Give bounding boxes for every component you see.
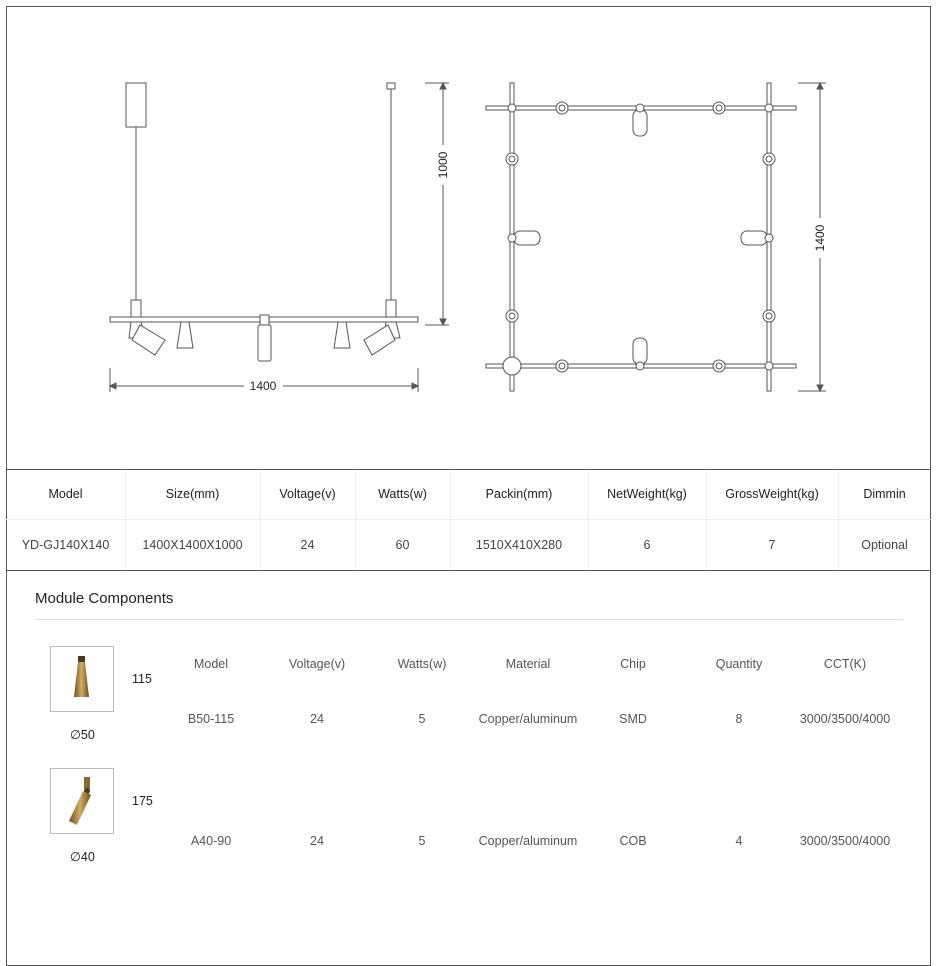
mc-header-voltage: Voltage(v) xyxy=(288,657,346,671)
module-1-chip: SMD xyxy=(619,712,647,726)
center-mount xyxy=(260,315,269,325)
mc-header-cct: CCT(K) xyxy=(823,657,867,671)
spec-value-voltage: 24 xyxy=(300,538,315,552)
module-1-material: Copper/aluminum xyxy=(478,712,578,726)
node xyxy=(765,104,773,112)
spec-header-packing: Packin(mm) xyxy=(485,487,553,501)
spot-bottom xyxy=(633,338,647,364)
arrow xyxy=(817,83,823,89)
col-divider xyxy=(588,470,589,570)
spec-value-size: 1400X1400X1000 xyxy=(142,538,243,552)
module-2-model: A40-90 xyxy=(190,834,232,848)
arrow xyxy=(412,383,418,389)
front-height-label: 1000 xyxy=(436,151,450,179)
top-view xyxy=(486,83,826,391)
cone-spot-icon xyxy=(51,647,113,711)
module-2-diameter: ∅40 xyxy=(70,850,95,864)
spot-top xyxy=(633,110,647,136)
node xyxy=(765,362,773,370)
spot-right xyxy=(364,325,395,355)
spot-right xyxy=(741,231,767,245)
node-canopy xyxy=(503,357,521,375)
col-divider xyxy=(838,470,839,570)
col-divider xyxy=(355,470,356,570)
spec-header-watts: Watts(w) xyxy=(378,487,427,501)
spec-value-packing: 1510X410X280 xyxy=(475,538,563,552)
front-width-label: 1400 xyxy=(249,379,277,393)
mc-header-watts: Watts(w) xyxy=(397,657,447,671)
module-2-image xyxy=(50,768,114,834)
arrow xyxy=(110,383,116,389)
module-1-quantity: 8 xyxy=(735,712,743,726)
module-1-image xyxy=(50,646,114,712)
spec-value-gross-weight: 7 xyxy=(768,538,776,552)
connector-right xyxy=(386,300,396,317)
spec-header-dimming: Dimmin xyxy=(863,487,906,501)
module-1-voltage: 24 xyxy=(310,712,324,726)
spot-left xyxy=(514,231,540,245)
module-2-material: Copper/aluminum xyxy=(478,834,578,848)
module-components-rule xyxy=(35,619,903,620)
ceiling-cap xyxy=(387,83,395,89)
cone-light-1 xyxy=(177,322,193,348)
connector-left xyxy=(131,300,141,317)
spec-value-net-weight: 6 xyxy=(643,538,651,552)
spec-row-divider xyxy=(6,519,931,520)
col-divider xyxy=(125,470,126,570)
arrow xyxy=(440,319,446,325)
module-2-cct: 3000/3500/4000 xyxy=(799,834,891,848)
technical-drawings xyxy=(0,0,939,470)
mc-header-quantity: Quantity xyxy=(715,657,763,671)
module-2-length: 175 xyxy=(132,794,153,808)
module-1-length: 115 xyxy=(132,672,152,686)
spec-value-model: YD-GJ140X140 xyxy=(21,538,110,552)
top-size-label: 1400 xyxy=(813,224,827,252)
cone-light-2 xyxy=(334,322,350,348)
ceiling-canopy xyxy=(126,83,146,127)
module-2-watts: 5 xyxy=(418,834,426,848)
spec-value-dimming: Optional xyxy=(861,538,908,552)
col-divider xyxy=(706,470,707,570)
spec-value-watts: 60 xyxy=(395,538,410,552)
module-1-diameter: ∅50 xyxy=(70,728,95,742)
arrow xyxy=(440,83,446,89)
divider-bottom xyxy=(6,570,931,571)
module-2-voltage: 24 xyxy=(310,834,324,848)
module-components-title: Module Components xyxy=(35,590,174,607)
module-2-quantity: 4 xyxy=(735,834,743,848)
tilted-spot-icon xyxy=(51,769,113,833)
spec-header-model: Model xyxy=(48,487,83,501)
mc-header-model: Model xyxy=(193,657,229,671)
spec-header-gross-weight: GrossWeight(kg) xyxy=(725,487,819,501)
mc-header-material: Material xyxy=(505,657,551,671)
module-1-watts: 5 xyxy=(418,712,426,726)
module-2-chip: COB xyxy=(619,834,647,848)
col-divider xyxy=(260,470,261,570)
node xyxy=(508,104,516,112)
spec-header-voltage: Voltage(v) xyxy=(279,487,336,501)
col-divider xyxy=(450,470,451,570)
module-1-cct: 3000/3500/4000 xyxy=(799,712,891,726)
center-spot xyxy=(258,325,271,361)
spec-header-size: Size(mm) xyxy=(165,487,220,501)
front-view xyxy=(110,83,449,392)
arrow xyxy=(817,385,823,391)
spec-header-net-weight: NetWeight(kg) xyxy=(607,487,687,501)
module-1-model: B50-115 xyxy=(187,712,235,726)
mc-header-chip: Chip xyxy=(620,657,646,671)
